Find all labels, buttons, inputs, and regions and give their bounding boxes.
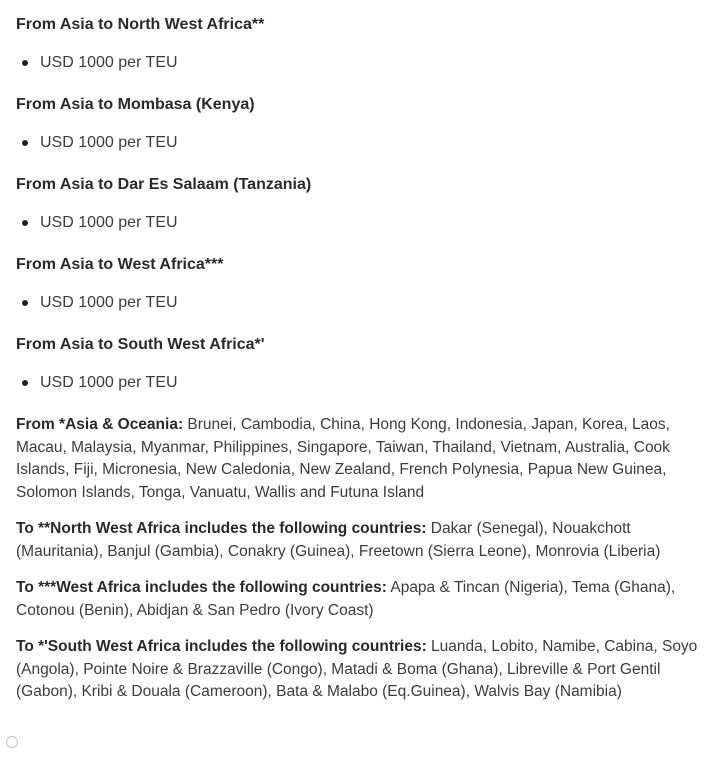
route-section-dar-es-salaam <box>16 174 706 234</box>
price-item <box>16 372 706 394</box>
price-item <box>16 212 706 234</box>
watermark <box>6 736 18 748</box>
note-text: Luanda, Lobito, Namibe, Cabina, Soyo (Angola), Pointe Noire & Brazzaville (Congo), Matadi & Boma (Ghana), Libreville & Port Gentil (Gabon), Kribi & Douala (Cameroon), Bata & Malabo (Eq.Guinea), Walvis Bay (Namibia) <box>16 638 698 700</box>
tariff-document <box>16 14 706 718</box>
price-item <box>16 52 706 74</box>
price-item <box>16 292 706 314</box>
price-list <box>16 132 706 154</box>
bullet-icon <box>22 300 28 306</box>
price-text: USD 1000 per TEU <box>40 294 178 311</box>
note-label: To *'South West Africa includes the following countries: <box>16 638 427 655</box>
route-heading: From Asia to North West Africa** <box>16 16 265 33</box>
route-section-mombasa <box>16 94 706 154</box>
price-text: USD 1000 per TEU <box>40 54 178 71</box>
note-text: Brunei, Cambodia, China, Hong Kong, Indonesia, Japan, Korea, Laos, Macau, Malaysia, Myanmar, Philippines, Singapore, Taiwan, Thailand, Vietnam, Australia, Cook Islands, Fiji, Micronesia, New Caledonia, New Zealand, French Polynesia, Papua New Guinea, Solomon Islands, Tonga, Vanuatu, Wallis and Futuna Island <box>16 416 670 501</box>
note-text: Apapa & Tincan (Nigeria), Tema (Ghana), Cotonou (Benin), Abidjan & San Pedro (Ivory Coast) <box>16 579 676 619</box>
note-west-africa <box>16 577 706 622</box>
bullet-icon <box>22 60 28 66</box>
note-north-west-africa <box>16 518 706 563</box>
price-text: USD 1000 per TEU <box>40 134 178 151</box>
price-list <box>16 372 706 394</box>
price-list <box>16 212 706 234</box>
route-section-south-west-africa <box>16 334 706 394</box>
note-text: Dakar (Senegal), Nouakchott (Mauritania), Banjul (Gambia), Conakry (Guinea), Freetown (Sierra Leone), Monrovia (Liberia) <box>16 520 661 560</box>
note-label: To ***West Africa includes the following countries: <box>16 579 387 596</box>
route-section-west-africa <box>16 254 706 314</box>
note-label: From *Asia & Oceania: <box>16 416 184 433</box>
price-list <box>16 52 706 74</box>
note-south-west-africa <box>16 636 706 704</box>
route-heading: From Asia to South West Africa*' <box>16 336 265 353</box>
watermark-icon <box>6 736 18 748</box>
price-item <box>16 132 706 154</box>
bullet-icon <box>22 380 28 386</box>
price-list <box>16 292 706 314</box>
price-text: USD 1000 per TEU <box>40 214 178 231</box>
price-text: USD 1000 per TEU <box>40 374 178 391</box>
route-heading: From Asia to West Africa*** <box>16 256 224 273</box>
note-label: To **North West Africa includes the following countries: <box>16 520 427 537</box>
route-heading: From Asia to Dar Es Salaam (Tanzania) <box>16 176 312 193</box>
route-section-north-west-africa <box>16 14 706 74</box>
bullet-icon <box>22 220 28 226</box>
route-heading: From Asia to Mombasa (Kenya) <box>16 96 255 113</box>
note-asia-oceania <box>16 414 706 504</box>
bullet-icon <box>22 140 28 146</box>
